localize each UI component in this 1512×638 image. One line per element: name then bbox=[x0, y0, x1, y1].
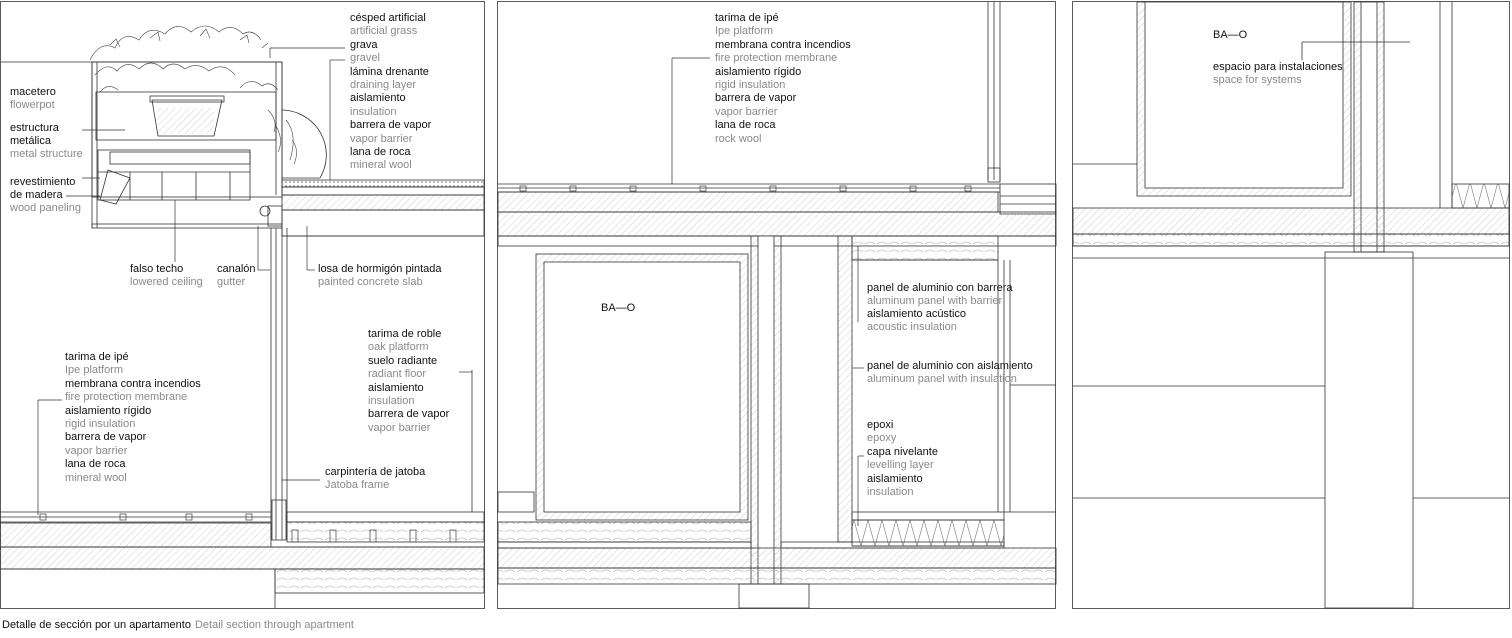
roof-layer-4-es: aislamiento bbox=[350, 92, 406, 105]
panel2-layer-5-es: lana de roca bbox=[715, 119, 776, 132]
terrace-layer-2-es: membrana contra incendios bbox=[65, 377, 201, 390]
interior-floor-4-es: barrera de vapor bbox=[368, 408, 450, 421]
metal-structure-label-es-1: estructura bbox=[10, 122, 59, 134]
bathroom-label-panel2: BA—O bbox=[601, 302, 636, 314]
roof-layers-label bbox=[350, 12, 431, 173]
foliage bbox=[90, 26, 297, 164]
panel2-layer-1-en: Ipe platform bbox=[715, 25, 774, 38]
panel2-floor-3-en: insulation bbox=[867, 486, 914, 499]
roof-layer-5-en: vapor barrier bbox=[350, 132, 413, 145]
roof-layer-6-es: lana de roca bbox=[350, 146, 411, 159]
interior-floor-1-es: tarima de roble bbox=[368, 328, 442, 340]
roof-layer-3-en: draining layer bbox=[350, 79, 417, 92]
panel2-layer-2-es: membrana contra incendios bbox=[715, 38, 851, 51]
gutter-label-en: gutter bbox=[217, 276, 246, 288]
roof-layer-4-en: insulation bbox=[350, 105, 397, 118]
caption-es: Detalle de sección por un apartamento bbox=[2, 619, 191, 631]
aluminum-barrier-panel-label-es: panel de aluminio con barrera bbox=[867, 282, 1013, 294]
panel2-layer-3-es: aislamiento rígido bbox=[715, 65, 802, 78]
wood-paneling-label-es-1: revestimiento bbox=[10, 176, 76, 188]
acoustic-insulation-label-en: acoustic insulation bbox=[867, 321, 957, 333]
panel2-layer-2-en: fire protection membrane bbox=[715, 52, 838, 65]
roof-layer-2-en: gravel bbox=[350, 52, 380, 65]
roof-layer-1-es: césped artificial bbox=[350, 12, 426, 24]
panel2-floor-layers-label bbox=[867, 419, 938, 499]
wood-paneling-label-en: wood paneling bbox=[10, 202, 81, 214]
roof-layer-5-es: barrera de vapor bbox=[350, 119, 432, 132]
interior-floor-4-en: vapor barrier bbox=[368, 421, 431, 434]
lowered-ceiling-label-en: lowered ceiling bbox=[130, 276, 203, 288]
roof-layer-6-en: mineral wool bbox=[350, 159, 412, 172]
systems-space-label-en: space for systems bbox=[1213, 74, 1302, 86]
interior-floor-3-es: aislamiento bbox=[368, 381, 424, 394]
caption-en: Detail section through apartment bbox=[194, 619, 354, 631]
acoustic-insulation-label-es: aislamiento acústico bbox=[867, 308, 967, 320]
interior-floor-2-en: radiant floor bbox=[368, 368, 427, 381]
terrace-layer-3-es: aislamiento rígido bbox=[65, 404, 152, 417]
roof-layer-2-es: grava bbox=[350, 38, 378, 51]
roof-layer-3-es: lámina drenante bbox=[350, 65, 429, 78]
interior-floor-label bbox=[368, 328, 449, 435]
terrace-layer-1-es: tarima de ipé bbox=[65, 351, 129, 363]
wood-paneling-label-es-2: de madera bbox=[10, 189, 63, 201]
panel2-floor-3-es: aislamiento bbox=[867, 472, 923, 485]
flowerpot-label-es: macetero bbox=[10, 86, 56, 98]
interior-floor-3-en: insulation bbox=[368, 395, 415, 408]
roof-layer-1-en: artificial grass bbox=[350, 25, 418, 38]
panel2-layer-5-en: rock wool bbox=[715, 132, 762, 145]
panel2-floor-2-es: capa nivelante bbox=[867, 445, 938, 458]
terrace-layer-3-en: rigid insulation bbox=[65, 418, 136, 431]
terrace-layer-5-es: lana de roca bbox=[65, 458, 126, 471]
terrace-layer-4-es: barrera de vapor bbox=[65, 431, 147, 444]
aluminum-barrier-panel-label-en: aluminum panel with barrier bbox=[867, 295, 1003, 307]
bathroom-label-panel3: BA—O bbox=[1213, 29, 1248, 41]
panel2-layer-4-en: vapor barrier bbox=[715, 105, 778, 118]
jatoba-frame-label-es: carpintería de jatoba bbox=[325, 466, 426, 478]
metal-structure-label-en: metal structure bbox=[10, 148, 83, 160]
panel2-top-layers-label bbox=[715, 12, 851, 146]
panel2-floor-1-en: epoxy bbox=[867, 432, 897, 445]
panel2-layer-1-es: tarima de ipé bbox=[715, 12, 779, 24]
panel2-floor-2-en: levelling layer bbox=[867, 459, 934, 472]
concrete-slab-label-es: losa de hormigón pintada bbox=[318, 263, 442, 275]
terrace-layers-label bbox=[65, 351, 201, 485]
terrace-layer-2-en: fire protection membrane bbox=[65, 391, 188, 404]
terrace-layer-4-en: vapor barrier bbox=[65, 444, 128, 457]
aluminum-insulated-panel-label-es: panel de aluminio con aislamiento bbox=[867, 360, 1033, 372]
interior-floor-2-es: suelo radiante bbox=[368, 354, 438, 367]
gutter-label-es: canalón bbox=[217, 263, 256, 275]
metal-structure-label-es-2: metálica bbox=[10, 135, 51, 147]
panel-3-drawing bbox=[1073, 2, 1509, 608]
concrete-slab-label-en: painted concrete slab bbox=[318, 276, 423, 288]
jatoba-frame-label-en: Jatoba frame bbox=[325, 479, 390, 491]
systems-space-label-es: espacio para instalaciones bbox=[1213, 61, 1343, 73]
terrace-layer-5-en: mineral wool bbox=[65, 471, 127, 484]
figure-caption bbox=[2, 619, 354, 631]
terrace-layer-1-en: Ipe platform bbox=[65, 364, 124, 377]
panel2-layer-4-es: barrera de vapor bbox=[715, 92, 797, 105]
panel2-layer-3-en: rigid insulation bbox=[715, 79, 786, 92]
flowerpot-label-en: flowerpot bbox=[10, 99, 55, 111]
panel2-floor-1-es: epoxi bbox=[867, 419, 894, 431]
aluminum-insulated-panel-label-en: aluminum panel with insulation bbox=[867, 373, 1017, 385]
lowered-ceiling-label-es: falso techo bbox=[130, 263, 184, 275]
interior-floor-1-en: oak platform bbox=[368, 341, 429, 354]
